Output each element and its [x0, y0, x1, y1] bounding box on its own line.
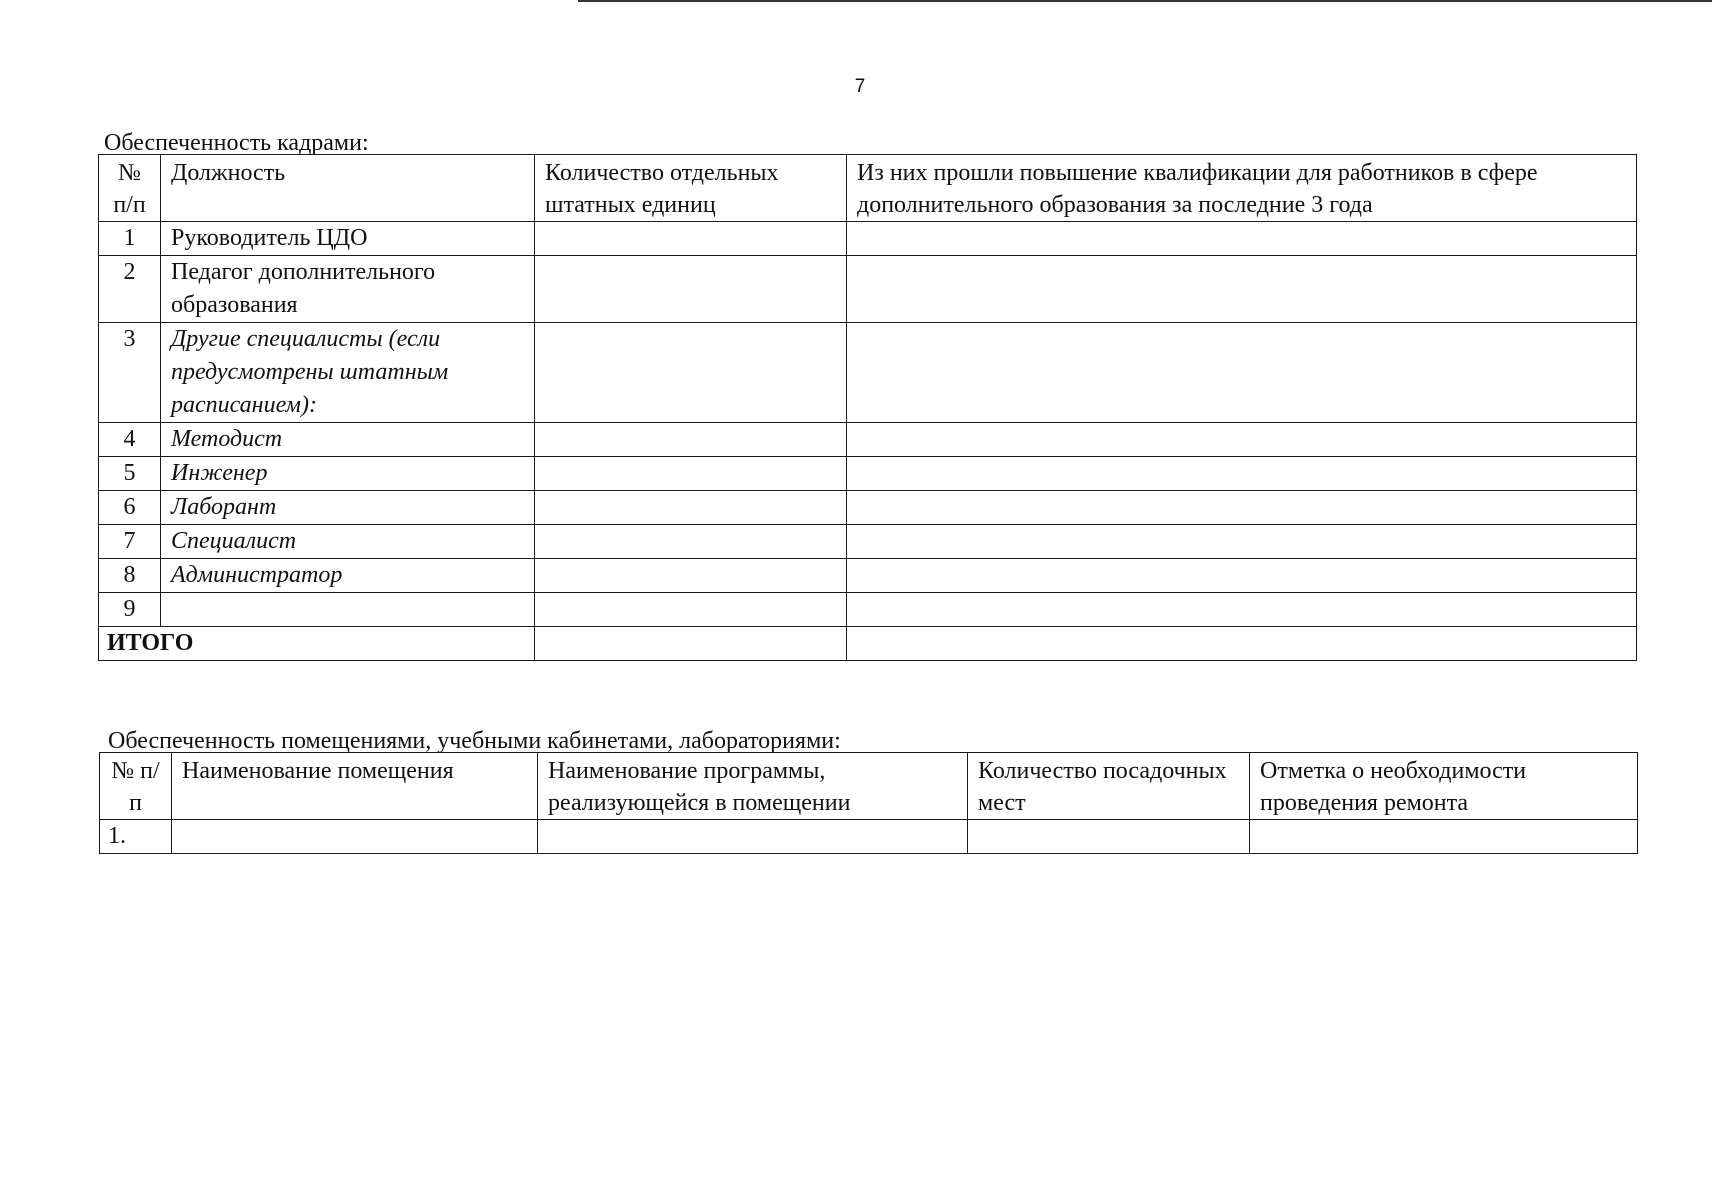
total-label: ИТОГО: [99, 627, 535, 661]
room-cell[interactable]: [172, 820, 538, 854]
total-count-cell[interactable]: [535, 627, 847, 661]
row-number: 1: [99, 222, 161, 256]
count-cell[interactable]: [535, 423, 847, 457]
table-row: [99, 593, 1637, 627]
count-cell[interactable]: [535, 559, 847, 593]
position-cell: Педагог дополнительного образования: [161, 256, 535, 323]
position-cell: Руководитель ЦДО: [161, 222, 535, 256]
scan-top-rule: [578, 0, 1712, 2]
header-position: Должность: [161, 155, 535, 222]
row-number: 3: [99, 323, 161, 423]
table-row: [99, 222, 1637, 256]
trained-cell[interactable]: [847, 559, 1637, 593]
count-cell[interactable]: [535, 256, 847, 323]
row-number: 7: [99, 525, 161, 559]
row-number: 4: [99, 423, 161, 457]
position-cell: Другие специалисты (если предусмотрены штатным расписанием):: [161, 323, 535, 423]
row-number: 5: [99, 457, 161, 491]
position-cell[interactable]: [161, 593, 535, 627]
trained-cell[interactable]: [847, 593, 1637, 627]
premises-table: [99, 752, 1638, 854]
position-cell: Инженер: [161, 457, 535, 491]
header-num: № п/п: [100, 753, 172, 820]
page-number: 7: [854, 76, 866, 97]
trained-cell[interactable]: [847, 222, 1637, 256]
table-row: [99, 525, 1637, 559]
row-number: 1.: [100, 820, 172, 854]
premises-header-row: [100, 753, 1638, 820]
trained-cell[interactable]: [847, 491, 1637, 525]
count-cell[interactable]: [535, 222, 847, 256]
header-room: Наименование помещения: [172, 753, 538, 820]
repair-cell[interactable]: [1250, 820, 1638, 854]
position-cell: Специалист: [161, 525, 535, 559]
table-row: [99, 323, 1637, 423]
header-seats: Количество посадочных мест: [968, 753, 1250, 820]
header-num: № п/п: [99, 155, 161, 222]
total-trained-cell[interactable]: [847, 627, 1637, 661]
staffing-header-row: [99, 155, 1637, 222]
table-row: [99, 457, 1637, 491]
staffing-section-title: Обеспеченность кадрами:: [104, 130, 369, 156]
trained-cell[interactable]: [847, 323, 1637, 423]
table-row: [99, 491, 1637, 525]
position-cell: Администратор: [161, 559, 535, 593]
total-row: [99, 627, 1637, 661]
row-number: 2: [99, 256, 161, 323]
staffing-table: [98, 154, 1637, 661]
row-number: 8: [99, 559, 161, 593]
header-program: Наименование программы, реализующейся в помещении: [538, 753, 968, 820]
row-number: 9: [99, 593, 161, 627]
trained-cell[interactable]: [847, 457, 1637, 491]
header-trained: Из них прошли повышение квалификации для работников в сфере дополнительного образования за последние 3 года: [847, 155, 1637, 222]
position-cell: Лаборант: [161, 491, 535, 525]
header-repair: Отметка о необходимости проведения ремонта: [1250, 753, 1638, 820]
count-cell[interactable]: [535, 491, 847, 525]
seats-cell[interactable]: [968, 820, 1250, 854]
program-cell[interactable]: [538, 820, 968, 854]
count-cell[interactable]: [535, 525, 847, 559]
table-row: [99, 559, 1637, 593]
trained-cell[interactable]: [847, 423, 1637, 457]
table-row: [99, 256, 1637, 323]
trained-cell[interactable]: [847, 525, 1637, 559]
premises-section-title: Обеспеченность помещениями, учебными кабинетами, лабораториями:: [108, 728, 841, 754]
count-cell[interactable]: [535, 593, 847, 627]
row-number: 6: [99, 491, 161, 525]
table-row: [99, 423, 1637, 457]
count-cell[interactable]: [535, 323, 847, 423]
count-cell[interactable]: [535, 457, 847, 491]
table-row: [100, 820, 1638, 854]
position-cell: Методист: [161, 423, 535, 457]
header-count: Количество отдельных штатных единиц: [535, 155, 847, 222]
trained-cell[interactable]: [847, 256, 1637, 323]
